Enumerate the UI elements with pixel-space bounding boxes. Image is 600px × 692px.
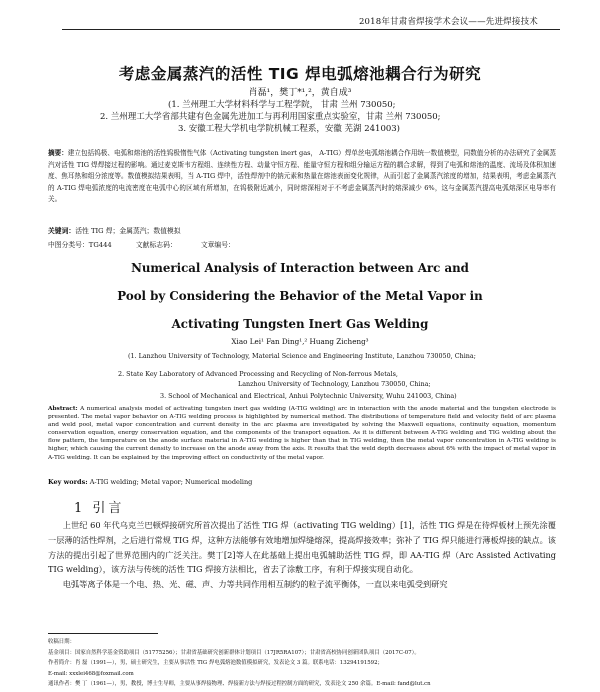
chinese-abstract-text: 建立包括钨极、电弧和熔池的活性钨极惰性气体（Activating tungsten inert gas， A-TIG）焊单丝电弧熔池耦合作用统一数值模型，同数值分析的办法研究了金属蒸汽对活性 TIG 焊焊接过程的影响。通过麦克斯韦方程组、连续性方程、动量守恒方程、能量守恒方程和组分输运方程的耦合求解，得到了电弧和熔池的温度、流场及体积加速度、焦耳热和组分浓度等。数值模拟结果表明，当 A-TIG 焊中，活性焊剂中的钠元素和热量在熔池表面变化规律，从而引起了金属蒸汽浓度的增加，结果表明，考虑金属蒸汽的 A-TIG 焊电弧浓度的电流密度在电弧中心的区域有所增加，在钨极附近减小，同时熔深相对于不考虑金属蒸汽时的熔深减少 6%，这与金属蒸汽提高电弧熔深区电导率有关。 <box>48 149 556 204</box>
chinese-authors: 肖磊¹，樊丁*¹,²，黄自成³ <box>248 88 352 98</box>
section-heading <box>74 497 124 516</box>
classification-line <box>48 239 257 249</box>
footnotes <box>48 637 558 690</box>
classification-number: 中图分类号：TG444 <box>48 241 112 249</box>
footnote-funding: 基金项目：国家自然科学基金资助项目（51775256）；甘肃省基础研究创新群体计划项目（17JR5RA107）；甘肃省高校协同创新团队项目（2017C-07）。 <box>48 649 420 656</box>
chinese-abstract <box>48 148 556 206</box>
intro-paragraph-1: 上世纪 60 年代乌克兰巴顿焊接研究所首次提出了活性 TIG 焊（activating TIG welding）[1]，活性 TIG 焊是在待焊板材上预先涂覆一层薄的活性焊剂，之后进行常规 TIG 焊，这种方法能够有效地增加焊缝熔深，提高焊接效率；弥补了 TIG 焊只能进行薄板焊接的缺点。该方法的提出引起了世界范围内的广泛关注。樊丁[2]等人在此基础上提出电弧辅助活性 TIG 焊，即 AA-TIG 焊（Arc Assisted Activating TIG welding），该方法与传统的活性 TIG 焊接方法相比，省去了涂敷工序，有利于焊接实现自动化。 <box>48 520 556 575</box>
document-code: 文献标志码： <box>135 241 177 249</box>
chinese-abstract-label: 摘要： <box>48 149 68 157</box>
english-abstract-text: A numerical analysis model of activating tungsten inert gas welding (A-TIG welding) arc in interaction with the anode material and the tungsten electrode is presented. The metal vapor behavior on A-TIG welding process is highlighted by numerical method. The distributions of temperature field and velocity field of arc plasma and weld pool, metal vapor concentration and current density in the arc plasma are investigated by solving the Maxwell equations, continuity equation, momentum conservation equation, energy conservation equation, and the components of the transport equation. As it is different between A-TIG welding and TIG welding about the flow pattern, the temperature on the anode surface material in A-TIG welding is higher than that in TIG welding, then the metal vapor concentration in A-TIG welding is higher, which causing the current density to increase on the anode away from the axis. It results that the weld depth decreases about 6% with the impact of metal vapor in A-TIG welding. It can be explained by the improving effect on conductivity of the metal vapor. <box>48 406 556 461</box>
intro-paragraph-2: 电弧等离子体是一个电、热、光、磁、声、力等共同作用相互制约的粒子流平衡体，一直以来电弧受到研究 <box>62 579 448 590</box>
running-head: 2018年甘肃省焊接学术会议——先进焊接技术 <box>358 17 538 27</box>
footnote-author-bio: 作者简介：肖 磊（1991—），男，硕士研究生，主要从事活性 TIG 焊电弧熔池数值模拟研究，发表论文 3 篇。联系电话：13294191592； <box>48 660 383 666</box>
english-keywords-text: A-TIG welding; Metal vapor; Numerical modeling <box>89 478 253 486</box>
chinese-keywords <box>48 225 181 235</box>
english-affiliation-1: (1. Lanzhou University of Technology, Material Science and Engineering Institute, Lanzhou 730050, China; <box>128 352 476 360</box>
english-title-line-2: Pool by Considering the Behavior of the Metal Vapor in <box>117 289 483 303</box>
introduction-body <box>48 518 556 592</box>
article-number: 文章编号： <box>200 241 235 249</box>
chinese-affiliation-2: 2. 兰州理工大学省部共建有色金属先进加工与再利用国家重点实验室，甘肃 兰州 730050; <box>100 112 441 122</box>
english-abstract <box>48 405 556 462</box>
english-affiliation-2: 2. State Key Laboratory of Advanced Processing and Recycling of Non-ferrous Metals, <box>118 370 398 378</box>
section-number: 1 <box>74 501 86 516</box>
chinese-affiliation-1: (1. 兰州理工大学材料科学与工程学院， 甘肃 兰州 730050; <box>168 100 396 110</box>
footnote-received: 收稿日期： <box>48 639 75 645</box>
footnote-email: E-mail: xxxlei468@foxmail.com <box>48 670 134 677</box>
english-affiliation-3: 3. School of Mechanical and Electrical, Anhui Polytechnic University, Wuhu 241003, China) <box>160 392 457 400</box>
chinese-affiliation-3: 3. 安徽工程大学机电学院机械工程系，安徽 芜湖 241003) <box>178 124 400 134</box>
english-abstract-label: Abstract: <box>48 406 78 412</box>
chinese-keywords-text: 活性 TIG 焊；金属蒸汽；数值模拟 <box>75 227 181 235</box>
english-keywords <box>48 478 252 486</box>
english-authors: Xiao Lei¹ Fan Ding¹,² Huang Zicheng³ <box>231 337 369 346</box>
section-title: 引言 <box>92 501 125 516</box>
english-keywords-label: Key words: <box>48 478 88 486</box>
english-title-line-3: Activating Tungsten Inert Gas Welding <box>171 317 429 331</box>
footnote-corresponding: 通讯作者：樊 丁（1961—），男，教授，博士生导师，主要从事焊接物理、焊接新方法与焊接过程控制方面的研究，发表论文 250 余篇。E-mail: fand@lut.cn <box>48 681 431 687</box>
header-rule <box>62 29 560 30</box>
english-affiliation-2-cont: Lanzhou University of Technology, Lanzhou 730050, China; <box>238 380 431 388</box>
chinese-keywords-label: 关键词： <box>48 227 76 235</box>
chinese-title: 考虑金属蒸汽的活性 TIG 焊电弧熔池耦合行为研究 <box>118 65 482 83</box>
english-title-line-1: Numerical Analysis of Interaction between Arc and <box>131 261 469 275</box>
footnote-rule <box>48 633 158 634</box>
